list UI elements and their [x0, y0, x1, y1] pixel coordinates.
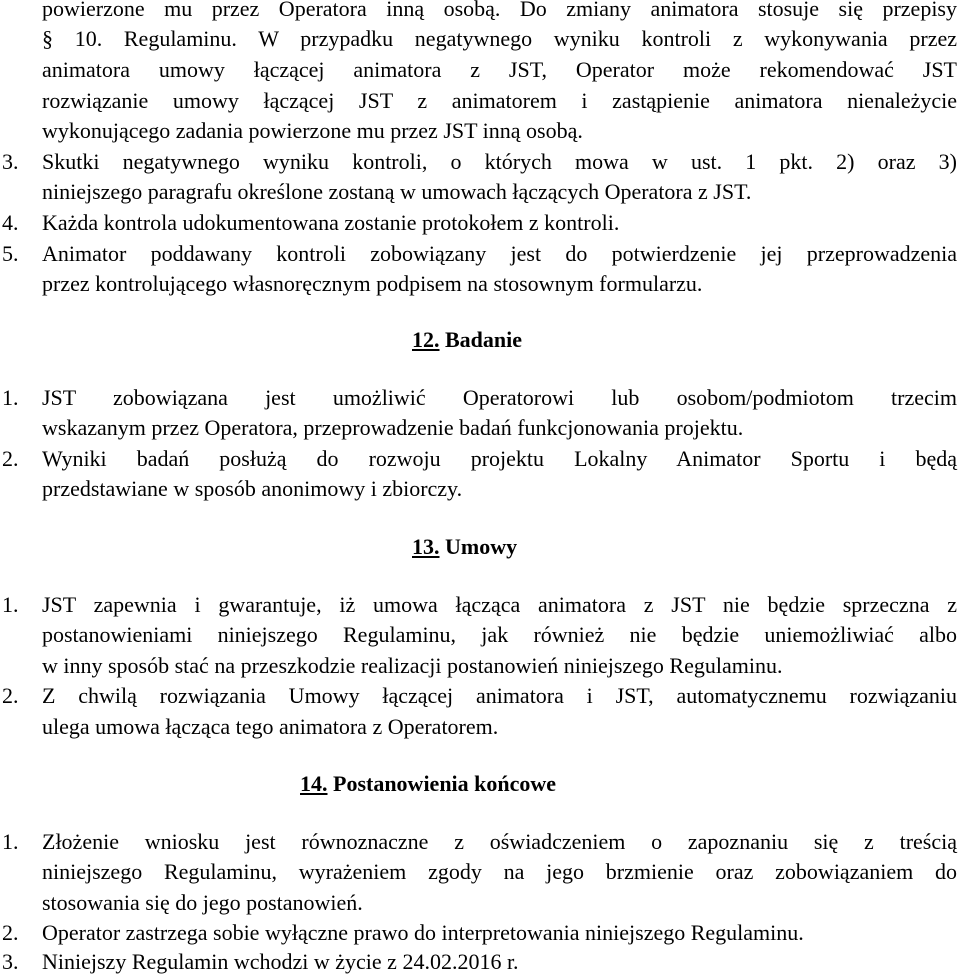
paragraph-number: 3. [2, 949, 19, 974]
section-title: Badanie [445, 327, 523, 352]
text-line: przez kontrolującego własnoręcznym podpisem na stosownym formularzu. [42, 271, 703, 296]
text-line: stosowania się do jego postanowień. [42, 890, 363, 915]
paragraph-number: 2. [2, 446, 19, 471]
section-number: 13. [412, 534, 440, 559]
paragraph-number: 2. [2, 920, 19, 945]
section-heading-14 [300, 769, 556, 799]
text-line: niniejszego paragrafu określone zostaną w umowach łączących Operatora z JST. [42, 179, 752, 204]
text-line: wskazanym przez Operatora, przeprowadzenie badań funkcjonowania projektu. [42, 415, 744, 440]
text-line: JST zapewnia i gwarantuje, iż umowa łącząca animatora z JST nie będzie sprzeczna z [42, 592, 957, 617]
section-title: Umowy [445, 534, 518, 559]
text-line: przedstawiane w sposób anonimowy i zbiorczy. [42, 476, 463, 501]
text-line: Skutki negatywnego wyniku kontroli, o których mowa w ust. 1 pkt. 2) oraz 3) [42, 149, 957, 174]
section-heading-13 [412, 532, 517, 562]
section-number: 12. [412, 327, 440, 352]
text-line: postanowieniami niniejszego Regulaminu, jak również nie będzie uniemożliwiać albo [42, 622, 957, 647]
text-line: niniejszego Regulaminu, wyrażeniem zgody na jego brzmienie oraz zobowiązaniem do [42, 859, 957, 884]
text-line: Animator poddawany kontroli zobowiązany jest do potwierdzenie jej przeprowadzenia [42, 241, 957, 266]
text-line: § 10. Regulaminu. W przypadku negatywnego wyniku kontroli z wykonywania przez [42, 26, 957, 51]
text-line: ulega umowa łącząca tego animatora z Operatorem. [42, 714, 499, 739]
paragraph-number: 1. [2, 829, 19, 854]
paragraph-number: 4. [2, 210, 19, 235]
paragraph-number: 5. [2, 241, 19, 266]
text-line: JST zobowiązana jest umożliwić Operatorowi lub osobom/podmiotom trzecim [42, 385, 957, 410]
section-heading-12 [412, 325, 522, 355]
paragraph-number: 1. [2, 592, 19, 617]
text-line: Operator zastrzega sobie wyłączne prawo do interpretowania niniejszego Regulaminu. [42, 920, 804, 945]
paragraph-number: 1. [2, 385, 19, 410]
text-line: w inny sposób stać na przeszkodzie realizacji postanowień niniejszego Regulaminu. [42, 653, 783, 678]
section-number: 14. [300, 771, 328, 796]
text-line: Wyniki badań posłużą do rozwoju projektu Lokalny Animator Sportu i będą [42, 446, 957, 471]
text-line: animatora umowy łączącej animatora z JST, Operator może rekomendować JST [42, 57, 957, 82]
text-line: Z chwilą rozwiązania Umowy łączącej animatora i JST, automatycznemu rozwiązaniu [42, 683, 957, 708]
text-line: Złożenie wniosku jest równoznaczne z oświadczeniem o zapoznaniu się z treścią [42, 829, 957, 854]
text-line: Każda kontrola udokumentowana zostanie protokołem z kontroli. [42, 210, 620, 235]
section-title: Postanowienia końcowe [333, 771, 557, 796]
text-line: rozwiązanie umowy łączącej JST z animatorem i zastąpienie animatora nienależycie [42, 88, 957, 113]
paragraph-number: 2. [2, 683, 19, 708]
text-line: powierzone mu przez Operatora inną osobą. Do zmiany animatora stosuje się przepisy [42, 0, 957, 21]
text-line: wykonującego zadania powierzone mu przez JST inną osobą. [42, 118, 583, 143]
paragraph-number: 3. [2, 149, 19, 174]
text-line: Niniejszy Regulamin wchodzi w życie z 24.02.2016 r. [42, 949, 519, 974]
